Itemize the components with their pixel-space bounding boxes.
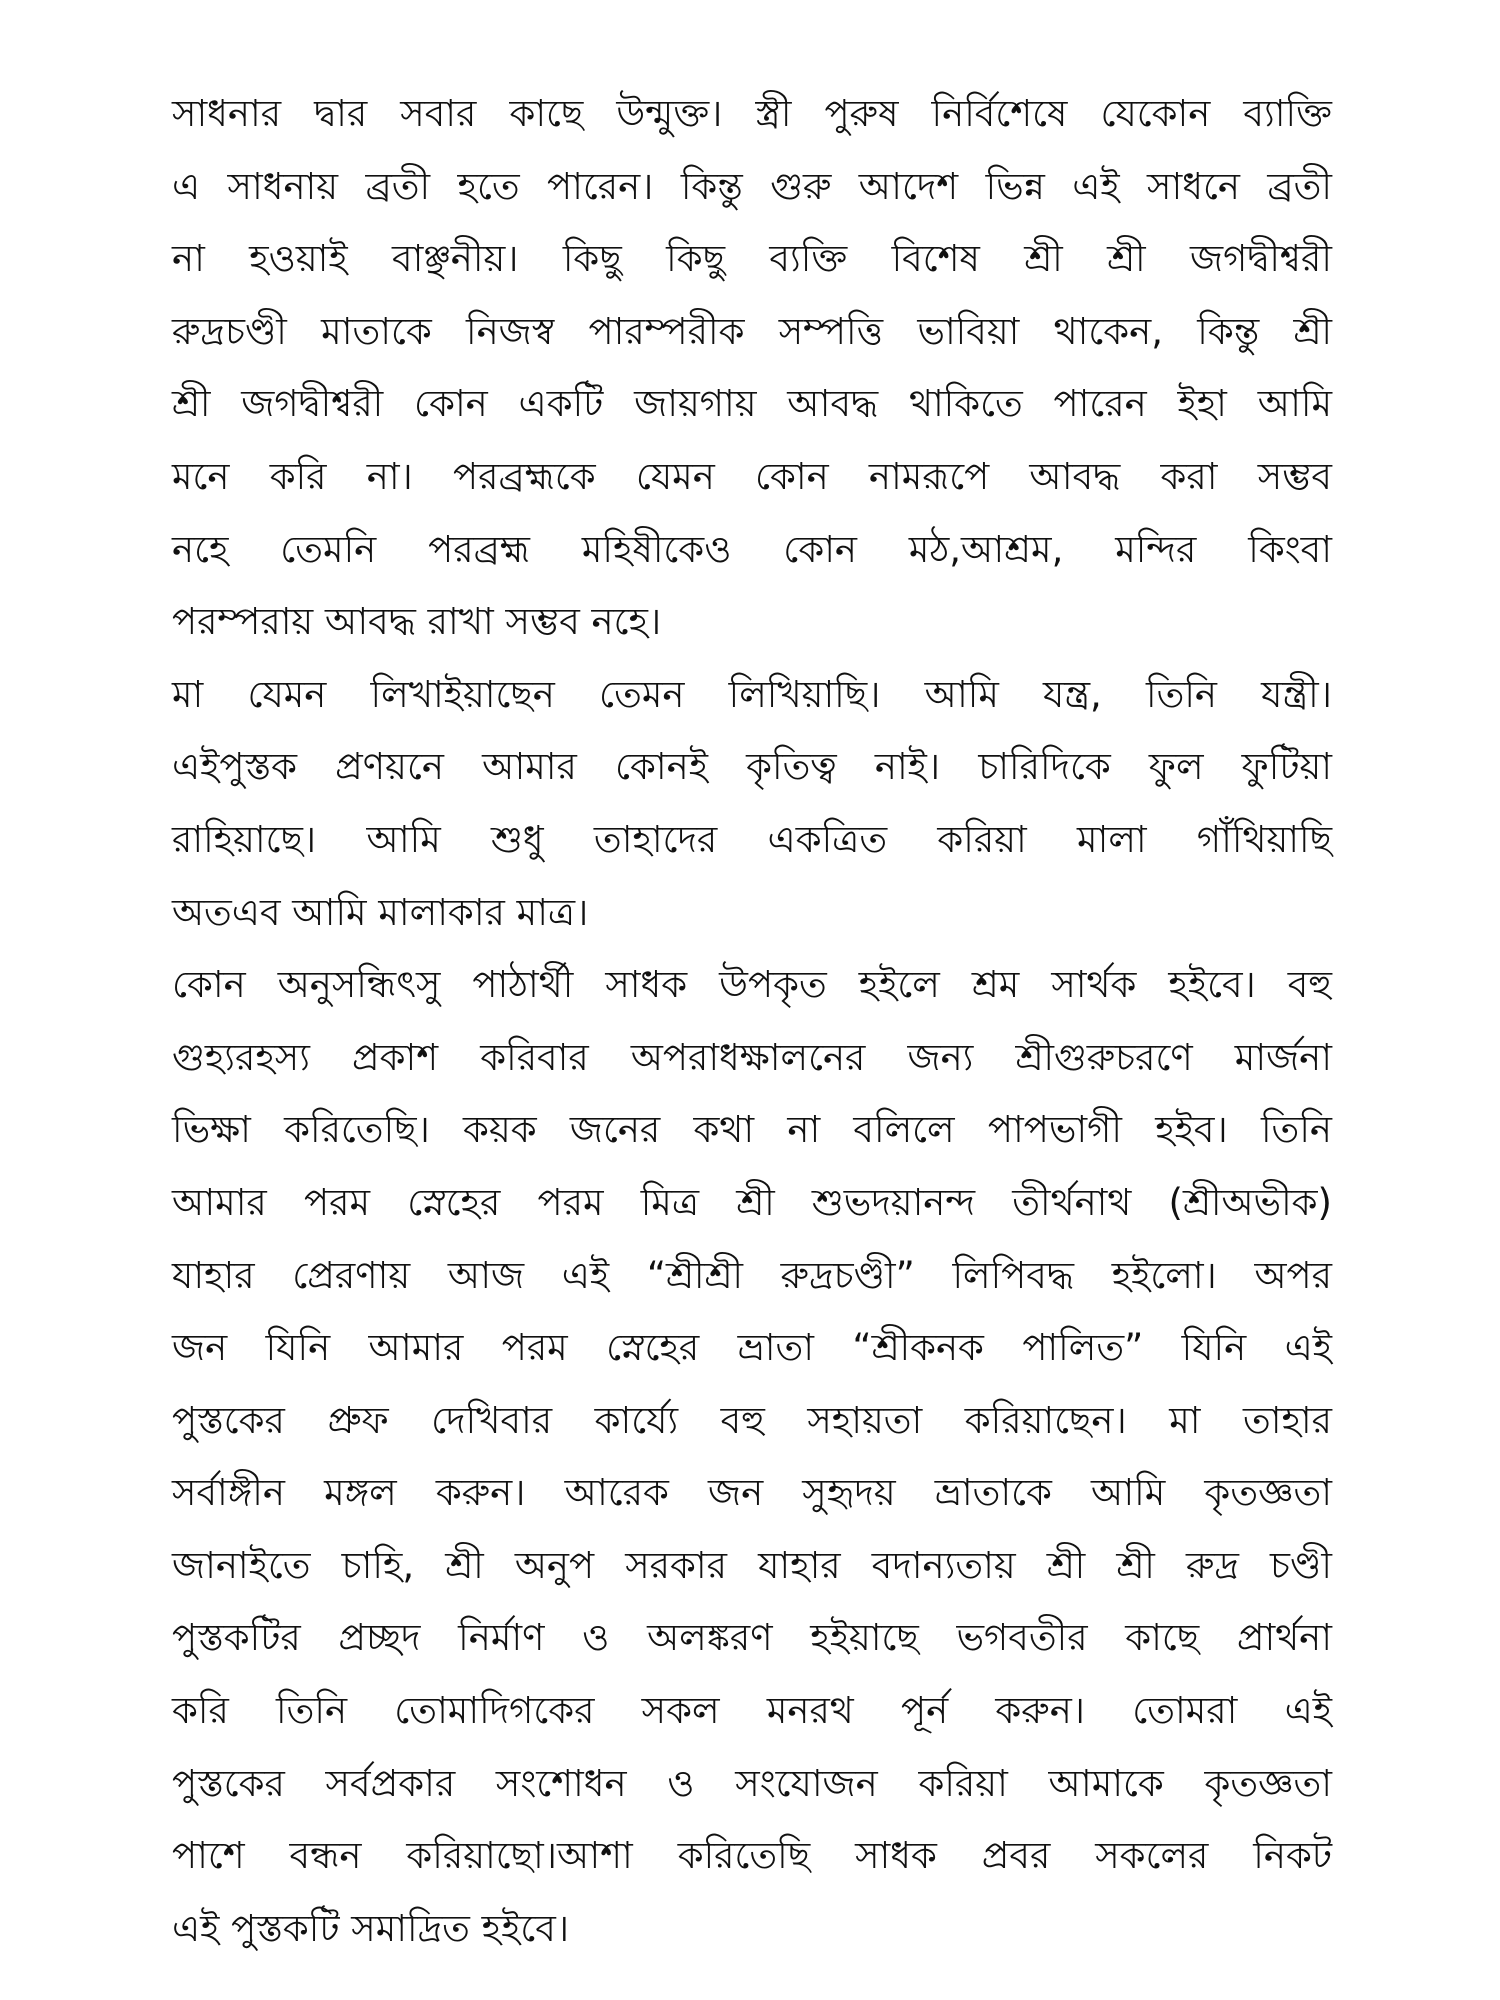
- paragraph: [172, 78, 1332, 659]
- text-line: সাধনার দ্বার সবার কাছে উন্মুক্ত। স্ত্রী পুরুষ নির্বিশেষে যেকোন ব্যাক্তি: [172, 92, 1332, 135]
- text-line: মা যেমন লিখাইয়াছেন তেমন লিখিয়াছি। আমি যন্ত্র, তিনি যন্ত্রী।: [172, 672, 1332, 716]
- text-line: এই পুস্তকটি সমাদ্রিত হইবে।: [172, 1906, 570, 1950]
- text-line: এ সাধনায় ব্রতী হতে পারেন। কিন্তু গুরু আদেশ ভিন্ন এই সাধনে ব্রতী: [172, 164, 1332, 208]
- text-line: সর্বাঙ্গীন মঙ্গল করুন। আরেক জন সুহৃদয় ভ্রাতাকে আমি কৃতজ্ঞতা: [172, 1471, 1332, 1515]
- text-line: ভিক্ষা করিতেছি। কয়ক জনের কথা না বলিলে পাপভাগী হইব। তিনি: [172, 1108, 1332, 1152]
- text-line: পুস্তকটির প্রচ্ছদ নির্মাণ ও অলঙ্করণ হইয়াছে ভগবতীর কাছে প্রার্থনা: [172, 1616, 1332, 1660]
- text-line: গুহ্যরহস্য প্রকাশ করিবার অপরাধক্ষালনের জন্য শ্রীগুরুচরণে মার্জনা: [172, 1035, 1332, 1079]
- text-line: এইপুস্তক প্রণয়নে আমার কোনই কৃতিত্ব নাই। চারিদিকে ফুল ফুটিয়া: [172, 745, 1332, 789]
- text-line: শ্রী জগদ্বীশ্বরী কোন একটি জায়গায় আবদ্ধ থাকিতে পারেন ইহা আমি: [172, 382, 1332, 426]
- text-line: কোন অনুসন্ধিৎসু পাঠার্থী সাধক উপকৃত হইলে শ্রম সার্থক হইবে। বহু: [172, 963, 1332, 1007]
- text-line: যাহার প্রেরণায় আজ এই “শ্রীশ্রী রুদ্রচণ্ডী” লিপিবদ্ধ হইলো। অপর: [172, 1253, 1332, 1297]
- text-line: রুদ্রচণ্ডী মাতাকে নিজস্ব পারম্পরীক সম্পত্তি ভাবিয়া থাকেন, কিন্তু শ্রী: [172, 309, 1332, 353]
- text-line: নহে তেমনি পরব্রহ্ম মহিষীকেও কোন মঠ,আশ্রম, মন্দির কিংবা: [172, 527, 1332, 571]
- text-line: মনে করি না। পরব্রহ্মকে যেমন কোন নামরূপে আবদ্ধ করা সম্ভব: [172, 454, 1332, 498]
- text-line: আমার পরম স্নেহের পরম মিত্র শ্রী শুভদয়ানন্দ তীর্থনাথ (শ্রীঅভীক): [172, 1180, 1332, 1224]
- text-line: পুস্তকের সর্বপ্রকার সংশোধন ও সংযোজন করিয়া আমাকে কৃতজ্ঞতা: [172, 1761, 1332, 1805]
- paragraph: [172, 659, 1332, 949]
- paragraph: [172, 949, 1332, 1965]
- text-line: না হওয়াই বাঞ্ছনীয়। কিছু কিছু ব্যক্তি বিশেষ শ্রী শ্রী জগদ্বীশ্বরী: [172, 237, 1332, 281]
- text-line: পুস্তকের প্রুফ দেখিবার কার্য্যে বহু সহায়তা করিয়াছেন। মা তাহার: [172, 1398, 1332, 1442]
- text-line: জন যিনি আমার পরম স্নেহের ভ্রাতা “শ্রীকনক পালিত” যিনি এই: [172, 1326, 1332, 1370]
- text-line: রাহিয়াছে। আমি শুধু তাহাদের একত্রিত করিয়া মালা গাঁথিয়াছি: [172, 817, 1332, 861]
- text-line: করি তিনি তোমাদিগকের সকল মনরথ পূর্ন করুন। তোমরা এই: [172, 1689, 1332, 1733]
- text-line: পরম্পরায় আবদ্ধ রাখা সম্ভব নহে।: [172, 600, 662, 644]
- text-line: অতএব আমি মালাকার মাত্র।: [172, 890, 589, 934]
- body-text: [172, 78, 1332, 1965]
- text-line: জানাইতে চাহি, শ্রী অনুপ সরকার যাহার বদান্যতায় শ্রী শ্রী রুদ্র চণ্ডী: [172, 1543, 1332, 1587]
- text-line: পাশে বন্ধন করিয়াছো।আশা করিতেছি সাধক প্রবর সকলের নিকট: [172, 1834, 1332, 1878]
